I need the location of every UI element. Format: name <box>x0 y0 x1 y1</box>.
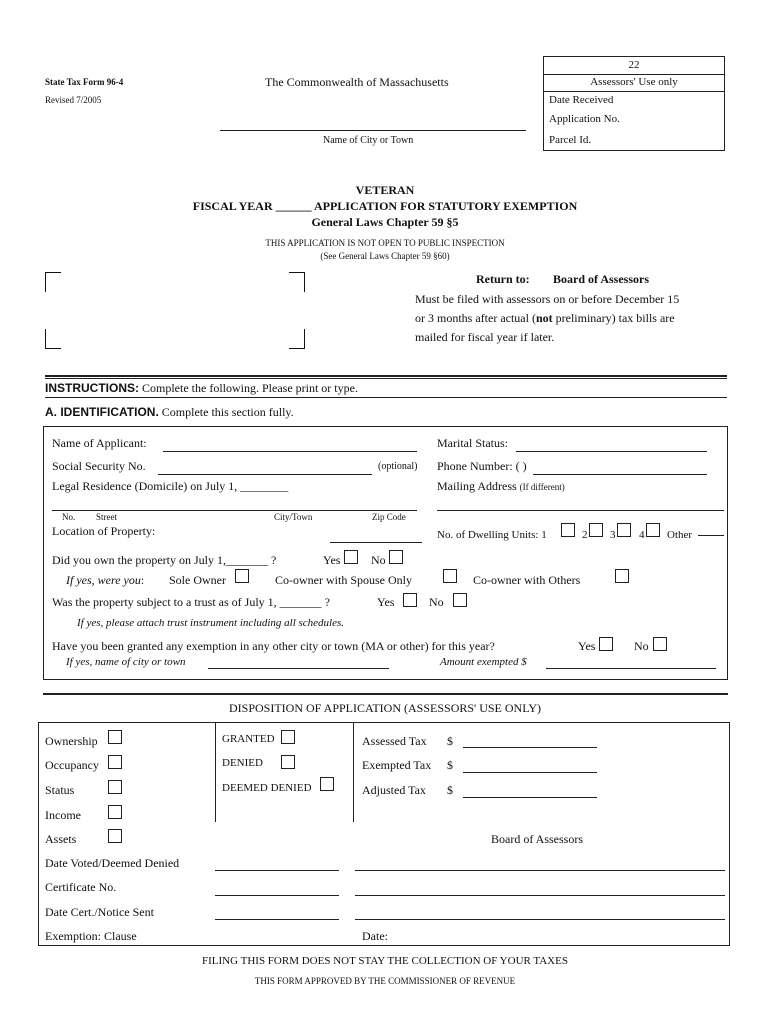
disposition-title: DISPOSITION OF APPLICATION (ASSESSORS' USE ONLY) <box>228 701 541 715</box>
mailing-address-label: Mailing Address (If different) <box>437 479 565 493</box>
trust-note: If yes, please attach trust instrument including all schedules. <box>77 617 345 629</box>
status-label: Status <box>45 783 75 797</box>
ssn-label: Social Security No. <box>52 459 146 473</box>
status-checkbox[interactable] <box>108 780 122 794</box>
own-yes-checkbox[interactable] <box>344 550 358 564</box>
marital-input[interactable] <box>516 451 707 452</box>
parcel-id-label: Parcel Id. <box>549 134 592 146</box>
city-label: Name of City or Town <box>323 135 414 146</box>
trust-yes-label: Yes <box>377 595 395 609</box>
exemption-yes-label: Yes <box>578 639 596 653</box>
co-owner-spouse-checkbox[interactable] <box>443 569 457 583</box>
return-to-board: Board of Assessors <box>553 272 650 286</box>
date-voted-input[interactable] <box>215 870 339 871</box>
co-owner-others-checkbox[interactable] <box>615 569 629 583</box>
footer-approval-notice: THIS FORM APPROVED BY THE COMMISSIONER OF REVENUE <box>254 976 516 986</box>
phone-input[interactable] <box>533 474 707 475</box>
date-cert-input[interactable] <box>215 919 339 920</box>
exempted-tax-input[interactable] <box>463 772 597 773</box>
filing-deadline-line2: or 3 months after actual (not preliminary) tax bills are <box>415 311 675 325</box>
window-corner-bottom-left <box>45 329 61 349</box>
address-street-caption: Street <box>96 512 117 522</box>
occupancy-checkbox[interactable] <box>108 755 122 769</box>
exempted-tax-dollar: $ <box>447 758 453 772</box>
amount-exempted-label: Amount exempted $ <box>440 656 527 668</box>
assessed-tax-dollar: $ <box>447 734 453 748</box>
certificate-no-input[interactable] <box>215 895 339 896</box>
dwelling-1-checkbox[interactable] <box>561 523 575 537</box>
disposition-rule <box>43 693 728 695</box>
sole-owner-label: Sole Owner <box>169 573 226 587</box>
ownership-type-prompt: If yes, were you: <box>66 573 145 587</box>
board-signature-2[interactable] <box>355 895 725 896</box>
sole-owner-checkbox[interactable] <box>235 569 249 583</box>
dwelling-other-input[interactable] <box>698 535 724 536</box>
ssn-input[interactable] <box>158 474 372 475</box>
certificate-no-label: Certificate No. <box>45 880 117 894</box>
trust-question: Was the property subject to a trust as of July 1, _______ ? <box>52 595 330 609</box>
public-inspection-notice: THIS APPLICATION IS NOT OPEN TO PUBLIC INSPECTION <box>265 238 505 248</box>
address-no-caption: No. <box>62 512 76 522</box>
window-corner-top-left <box>45 272 61 292</box>
applicant-input[interactable] <box>163 451 417 452</box>
assessor-number: 22 <box>628 59 640 71</box>
phone-label: Phone Number: ( ) <box>437 459 527 473</box>
date-received-label: Date Received <box>549 94 614 106</box>
exemption-no-checkbox[interactable] <box>653 637 667 651</box>
title-fiscal-year: FISCAL YEAR ______ APPLICATION FOR STATUTORY EXEMPTION <box>192 199 578 213</box>
assets-label: Assets <box>45 832 77 846</box>
dwelling-3-checkbox[interactable] <box>617 523 631 537</box>
board-of-assessors-label: Board of Assessors <box>491 832 583 846</box>
date-cert-label: Date Cert./Notice Sent <box>45 905 154 919</box>
commonwealth-title: The Commonwealth of Massachusetts <box>265 75 449 89</box>
legal-residence-label: Legal Residence (Domicile) on July 1, ________ <box>52 479 289 493</box>
trust-no-checkbox[interactable] <box>453 593 467 607</box>
marital-label: Marital Status: <box>437 436 508 450</box>
co-owner-others-label: Co-owner with Others <box>473 573 581 587</box>
assets-checkbox[interactable] <box>108 829 122 843</box>
location-label: Location of Property: <box>52 524 156 538</box>
exempted-tax-label: Exempted Tax <box>362 758 432 772</box>
exemption-clause-label: Exemption: Clause <box>45 929 137 943</box>
deemed-denied-checkbox[interactable] <box>320 777 334 791</box>
trust-no-label: No <box>429 595 444 609</box>
revised-date: Revised 7/2005 <box>45 95 102 105</box>
granted-label: GRANTED <box>222 733 275 745</box>
dwelling-2-checkbox[interactable] <box>589 523 603 537</box>
dwelling-other-label: Other <box>667 529 693 541</box>
ownership-label: Ownership <box>45 734 98 748</box>
denied-checkbox[interactable] <box>281 755 295 769</box>
disposition-divider-2 <box>353 722 354 822</box>
instructions-rule-top-thin <box>45 378 727 379</box>
date-voted-label: Date Voted/Deemed Denied <box>45 856 180 870</box>
own-no-label: No <box>371 553 386 567</box>
window-corner-top-right <box>289 272 305 292</box>
assessed-tax-input[interactable] <box>463 747 597 748</box>
filing-deadline-line1: Must be filed with assessors on or before December 15 <box>415 292 680 306</box>
title-veteran: VETERAN <box>355 183 415 197</box>
return-to-label: Return to: <box>476 272 530 286</box>
address-zip-caption: Zip Code <box>372 512 406 522</box>
occupancy-label: Occupancy <box>45 758 99 772</box>
ssn-optional: (optional) <box>378 461 418 472</box>
address-city-caption: City/Town <box>274 512 313 522</box>
adjusted-tax-input[interactable] <box>463 797 597 798</box>
location-input[interactable] <box>330 542 422 543</box>
exemption-no-label: No <box>634 639 649 653</box>
chapter-reference: (See General Laws Chapter 59 §60) <box>320 251 450 261</box>
title-chapter: General Laws Chapter 59 §5 <box>311 215 459 229</box>
disposition-date-label: Date: <box>362 929 388 943</box>
deemed-denied-label: DEEMED DENIED <box>222 782 312 794</box>
dwelling-4-checkbox[interactable] <box>646 523 660 537</box>
co-owner-spouse-label: Co-owner with Spouse Only <box>275 573 412 587</box>
assessor-title: Assessors' Use only <box>590 76 678 88</box>
board-signature-3[interactable] <box>355 919 725 920</box>
section-a-heading: A. IDENTIFICATION. Complete this section fully. <box>45 405 294 419</box>
exemption-question: Have you been granted any exemption in any other city or town (MA or other) for this year? <box>52 639 495 653</box>
dwelling-4-label: 4 <box>639 529 645 541</box>
instructions-rule-bottom <box>45 397 727 398</box>
applicant-label: Name of Applicant: <box>52 436 147 450</box>
amount-exempted-input[interactable] <box>546 668 716 669</box>
dwelling-3-label: 3 <box>610 529 616 541</box>
residence-input[interactable] <box>52 510 417 511</box>
adjusted-tax-label: Adjusted Tax <box>362 783 426 797</box>
income-checkbox[interactable] <box>108 805 122 819</box>
mailing-input[interactable] <box>437 510 724 511</box>
dwelling-2-label: 2 <box>582 529 588 541</box>
own-yes-label: Yes <box>323 553 341 567</box>
adjusted-tax-dollar: $ <box>447 783 453 797</box>
dwelling-units-label: No. of Dwelling Units: 1 <box>437 529 547 541</box>
instructions-rule-top <box>45 375 727 377</box>
footer-collection-notice: FILING THIS FORM DOES NOT STAY THE COLLECTION OF YOUR TAXES <box>202 955 568 967</box>
application-no-label: Application No. <box>549 113 620 125</box>
own-property-question: Did you own the property on July 1,_______ ? <box>52 553 277 567</box>
granted-checkbox[interactable] <box>281 730 295 744</box>
own-no-checkbox[interactable] <box>389 550 403 564</box>
disposition-divider-1 <box>215 722 216 822</box>
filing-deadline-line3: mailed for fiscal year if later. <box>415 330 555 344</box>
other-city-input[interactable] <box>208 668 389 669</box>
other-city-label: If yes, name of city or town <box>66 656 186 668</box>
income-label: Income <box>45 808 81 822</box>
assessed-tax-label: Assessed Tax <box>362 734 427 748</box>
board-signature-1[interactable] <box>355 870 725 871</box>
ownership-checkbox[interactable] <box>108 730 122 744</box>
city-line <box>220 130 526 131</box>
window-corner-bottom-right <box>289 329 305 349</box>
instructions: INSTRUCTIONS: Complete the following. Please print or type. <box>45 381 358 395</box>
form-number: State Tax Form 96-4 <box>45 77 124 87</box>
exemption-yes-checkbox[interactable] <box>599 637 613 651</box>
trust-yes-checkbox[interactable] <box>403 593 417 607</box>
denied-label: DENIED <box>222 757 263 769</box>
assessor-use-box <box>543 56 725 151</box>
